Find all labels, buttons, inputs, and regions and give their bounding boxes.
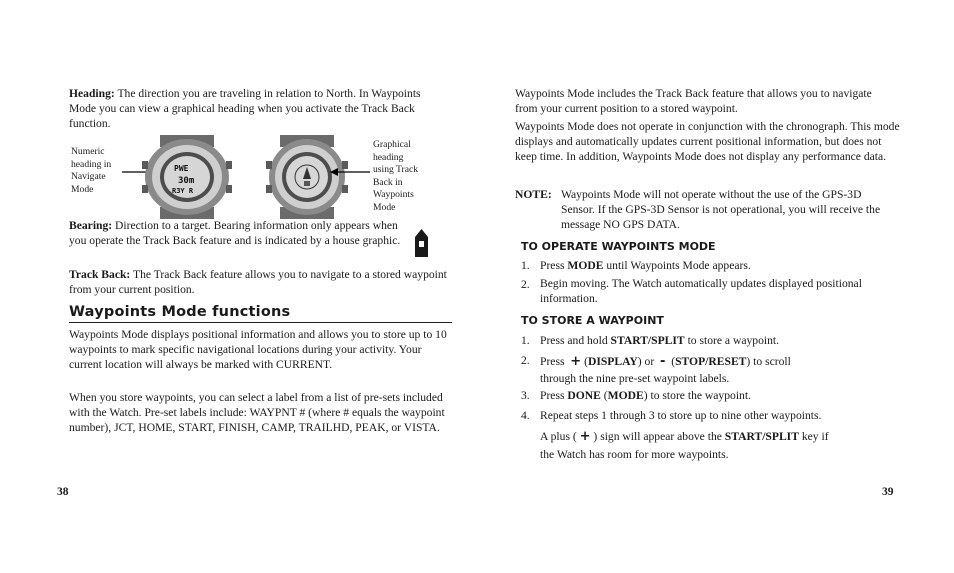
step-text: Begin moving. The Watch automatically updates displayed positional information. [540, 277, 862, 305]
stop-key-label: STOP [675, 355, 706, 368]
reset-key-label: RESET [708, 355, 747, 368]
bearing-text: Direction to a target. Bearing information only appears when you operate the Track Back feature and is indicated by a house graphic. [69, 219, 401, 247]
step-text: Press and hold [540, 334, 611, 347]
operate-waypoints-heading: TO OPERATE WAYPOINTS MODE [521, 240, 716, 253]
note-text: A plus ( [540, 430, 580, 443]
right-page [477, 0, 954, 573]
start-key-label: START [610, 334, 648, 347]
label-line: Graphical [373, 139, 411, 150]
step-text: ( [581, 355, 588, 368]
key-separator: / [762, 430, 766, 443]
watch-display-line: R3Y R [172, 187, 194, 195]
plus-symbol: + [570, 354, 582, 369]
house-icon [414, 229, 429, 257]
numeric-heading-label [71, 146, 111, 196]
plus-symbol: + [579, 429, 591, 444]
step-text: ) to store the waypoint. [643, 389, 751, 402]
page-number-right: 39 [882, 486, 894, 498]
step-number: 1. [521, 334, 530, 347]
chronograph-paragraph: Waypoints Mode does not operate in conjunction with the chronograph. This mode displays and automatically updates current positional information, but does not keep time. In addition, Waypoints Mode does not display any performance data. [515, 120, 900, 163]
watch-graphical-heading-image [266, 135, 374, 219]
graphical-heading-label [373, 139, 418, 215]
page-number-left: 38 [57, 486, 69, 498]
step-text: Repeat steps 1 through 3 to store up to nine other waypoints. [540, 409, 822, 422]
key-separator: / [705, 355, 709, 368]
step-number: 4. [521, 409, 530, 422]
step-text: through the nine pre-set waypoint labels. [540, 372, 730, 385]
label-line: Waypoints [373, 189, 414, 201]
label-line: Back in [373, 176, 403, 188]
heading-term: Heading: [69, 87, 115, 100]
trackback-term: Track Back: [69, 268, 131, 281]
plus-sign-note [540, 428, 910, 463]
section-title: Waypoints Mode functions [69, 304, 291, 320]
heading-definition [69, 87, 449, 131]
step-text: ( [665, 355, 676, 368]
label-line: heading in [71, 158, 112, 170]
intro-paragraph: Waypoints Mode includes the Track Back feature that allows you to navigate from your current position to a stored waypoint. [515, 87, 872, 115]
step-text: Press [540, 389, 568, 402]
split-key-label: SPLIT [651, 334, 685, 347]
step-text: ) or [637, 355, 660, 368]
done-key-label: DONE [567, 389, 601, 402]
label-line: Numeric [71, 146, 105, 157]
step-text: to store a waypoint. [684, 334, 780, 347]
note-label: NOTE: [515, 188, 552, 201]
key-separator: / [647, 334, 652, 347]
bearing-term: Bearing: [69, 219, 113, 232]
step-number: 2. [521, 278, 530, 291]
note-text: key if [798, 430, 829, 443]
watch-display-line: PWE [174, 164, 189, 173]
label-line: using Track [373, 164, 419, 176]
label-line: Navigate [71, 171, 106, 183]
heading-text: The direction you are traveling in relation to North. In Waypoints Mode you can view a graphical heading when you activate the Track Back function. [69, 87, 421, 130]
display-key-label: DISPLAY [587, 355, 638, 368]
step-text: Press [540, 355, 571, 368]
trackback-definition [69, 268, 449, 298]
step-text: ( [600, 389, 608, 402]
preset-labels-paragraph: When you store waypoints, you can select a label from a list of pre-sets included with the Watch. Pre-set labels include: WAYPNT # (where # equals the waypoint number), JCT, HOME, START, FINISH, CAMP, TRAILHD, PEAK, or VISTA. [69, 391, 445, 434]
start-key-label: START [724, 430, 763, 443]
watch-display-line: 30m [178, 176, 195, 186]
note-text: Waypoints Mode will not operate without the use of the GPS-3D Sensor. If the GPS-3D Sensor is not operational, you will receive the message NO GPS DATA. [561, 188, 881, 231]
mode-key-label: MODE [607, 389, 644, 402]
mode-description-paragraph: Waypoints Mode displays positional information and allows you to store up to 10 waypoints to mark specific navigational locations during your activity. Your current location will always be marked with CURRENT. [69, 328, 447, 371]
step-number: 3. [521, 389, 530, 402]
label-line: Mode [71, 183, 94, 195]
section-divider [69, 322, 452, 323]
split-key-label: SPLIT [765, 430, 799, 443]
mode-key-label: MODE [567, 259, 604, 272]
watch-numeric-heading-image [120, 135, 242, 219]
bearing-definition [69, 219, 405, 249]
step-text: Press [540, 259, 568, 272]
minus-symbol: - [660, 354, 666, 369]
step-number: 1. [521, 259, 530, 272]
label-line: heading [373, 151, 404, 163]
step-number: 2. [521, 354, 530, 367]
step-text: ) to scroll [746, 355, 791, 368]
step-text: until Waypoints Mode appears. [603, 259, 751, 272]
label-line: Mode [373, 201, 396, 213]
trackback-text: The Track Back feature allows you to navigate to a stored waypoint from your current position. [69, 268, 447, 296]
note-text: the Watch has room for more waypoints. [540, 447, 729, 461]
note-text: ) sign will appear above the [590, 430, 725, 443]
store-waypoint-heading: TO STORE A WAYPOINT [521, 314, 664, 327]
